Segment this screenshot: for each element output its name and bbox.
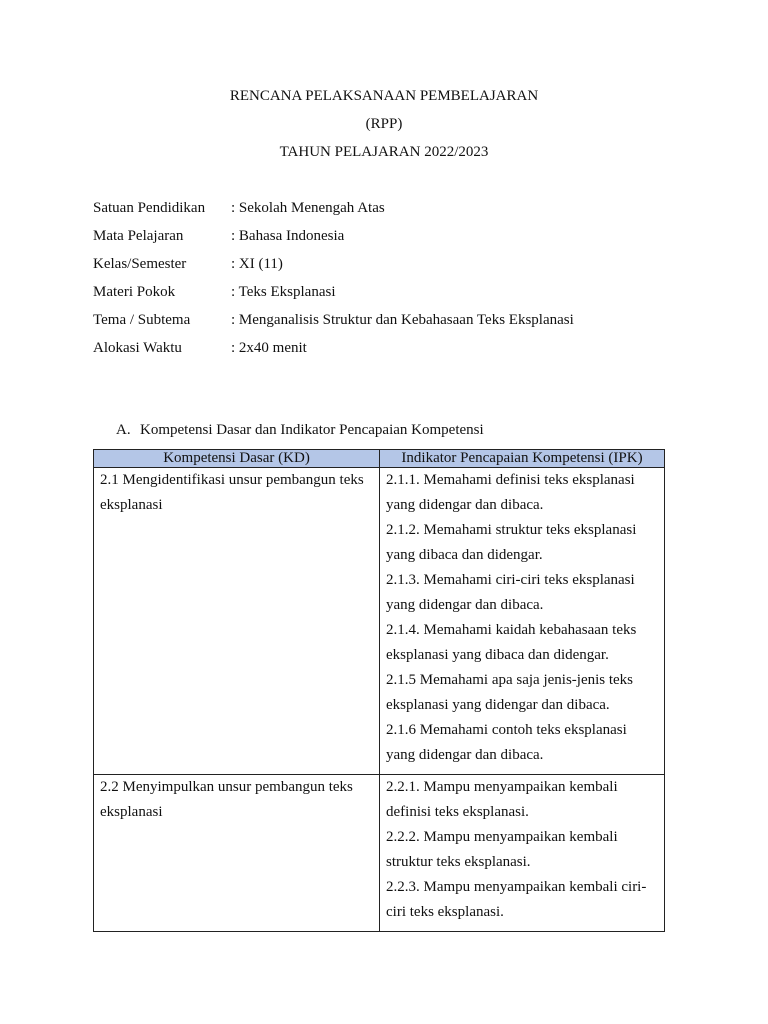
identity-row xyxy=(93,253,574,281)
identity-row xyxy=(93,197,574,225)
identity-row xyxy=(93,309,574,337)
title-line-1: RENCANA PELAKSANAAN PEMBELAJARAN xyxy=(229,88,539,104)
identity-row xyxy=(93,281,574,309)
title-line-2: (RPP) xyxy=(365,116,403,132)
title-line-3: TAHUN PELAJARAN 2022/2023 xyxy=(279,144,489,160)
indicator-item: 2.1.2. Memahami struktur teks eksplanasi yang dibaca dan didengar. xyxy=(386,522,637,563)
competency-table xyxy=(93,449,665,932)
ipk-cell xyxy=(380,468,665,775)
kd-cell: 2.1 Mengidentifikasi unsur pembangun teks eksplanasi xyxy=(94,468,380,775)
table-row xyxy=(94,468,665,775)
identity-value: : Bahasa Indonesia xyxy=(231,228,345,244)
identity-label: Materi Pokok xyxy=(93,284,176,300)
identity-label: Kelas/Semester xyxy=(93,256,187,272)
indicator-item: 2.2.3. Mampu menyampaikan kembali ciri-ciri teks eksplanasi. xyxy=(386,879,647,920)
table-row xyxy=(94,775,665,932)
section-title: Kompetensi Dasar dan Indikator Pencapaian Kompetensi xyxy=(140,422,484,438)
identity-row xyxy=(93,337,574,365)
identity-row xyxy=(93,225,574,253)
section-letter: A. xyxy=(116,422,131,438)
identity-block xyxy=(93,197,574,365)
identity-value: : Teks Eksplanasi xyxy=(231,284,336,300)
identity-value: : Menganalisis Struktur dan Kebahasaan Teks Eksplanasi xyxy=(231,312,574,328)
indicator-item: 2.1.1. Memahami definisi teks eksplanasi yang didengar dan dibaca. xyxy=(386,472,635,513)
identity-label: Satuan Pendidikan xyxy=(93,200,206,216)
identity-value: : XI (11) xyxy=(231,256,283,272)
indicator-item: 2.1.4. Memahami kaidah kebahasaan teks eksplanasi yang dibaca dan didengar. xyxy=(386,622,637,663)
indicator-item: 2.1.5 Memahami apa saja jenis-jenis teks eksplanasi yang didengar dan dibaca. xyxy=(386,672,634,713)
indicator-item: 2.1.3. Memahami ciri-ciri teks eksplanasi yang didengar dan dibaca. xyxy=(386,572,635,613)
header-ipk: Indikator Pencapaian Kompetensi (IPK) xyxy=(380,450,665,468)
identity-label: Mata Pelajaran xyxy=(93,228,184,244)
header-kd: Kompetensi Dasar (KD) xyxy=(94,450,380,468)
kd-cell: 2.2 Menyimpulkan unsur pembangun teks eksplanasi xyxy=(94,775,380,932)
identity-value: : 2x40 menit xyxy=(231,340,307,356)
identity-label: Alokasi Waktu xyxy=(93,340,182,356)
indicator-item: 2.1.6 Memahami contoh teks eksplanasi yang didengar dan dibaca. xyxy=(386,722,627,763)
table-header-row xyxy=(94,450,665,468)
identity-value: : Sekolah Menengah Atas xyxy=(231,200,385,216)
indicator-item: 2.2.1. Mampu menyampaikan kembali definisi teks eksplanasi. xyxy=(386,779,618,820)
document-title xyxy=(0,86,768,170)
indicator-item: 2.2.2. Mampu menyampaikan kembali struktur teks eksplanasi. xyxy=(386,829,618,870)
section-a-heading xyxy=(116,420,484,440)
ipk-cell xyxy=(380,775,665,932)
identity-label: Tema / Subtema xyxy=(93,312,191,328)
